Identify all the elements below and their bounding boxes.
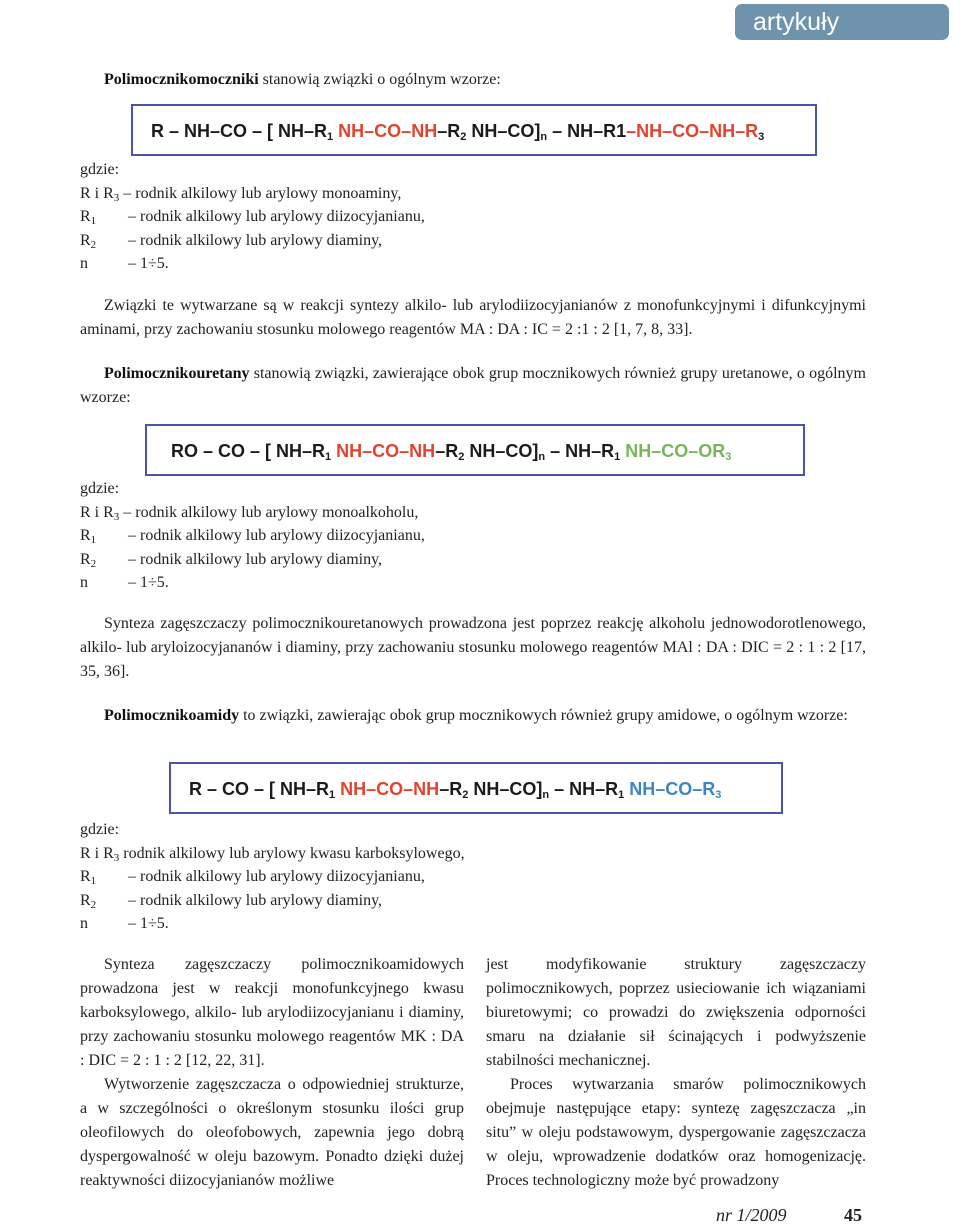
formula-urea-group: NH–CO–NH xyxy=(333,121,438,141)
intro-polyurea-urethanes xyxy=(80,362,866,410)
definition-row: $R_1$ – rodnik alkilowy lub arylowy diizocyjanianu, xyxy=(80,868,425,887)
formula-part: NH–CO] xyxy=(466,121,541,141)
intro-polyureas xyxy=(104,68,501,92)
formula-part: RO – CO – [ NH–R xyxy=(171,441,326,461)
intro-text: stanowią związki, zawierające obok grup mocznikowych również grupy uretanowe, o ogólnym wzorze: xyxy=(80,365,866,406)
formula-urea-group: NH–CO–NH xyxy=(335,779,440,799)
formula-sub: 3 xyxy=(758,131,765,143)
formula-sub: 1 xyxy=(614,451,621,463)
where-label: gdzie: xyxy=(80,161,120,178)
formula-end-group: NH–CO–R xyxy=(624,779,716,799)
formula-part: NH–CO] xyxy=(468,779,543,799)
term-bold: Polimocznikoamidy xyxy=(104,707,240,724)
term-bold: Polimocznikomoczniki xyxy=(104,71,259,88)
formula-sub: 3 xyxy=(725,451,732,463)
formula-sub: n xyxy=(542,789,550,801)
intro-text: stanowią związki o ogólnym wzorze: xyxy=(258,71,501,88)
formula-part: –R xyxy=(435,441,459,461)
formula-part: –R xyxy=(437,121,461,141)
formula-box-2 xyxy=(145,424,805,476)
definition-row: R i $R_3$ – rodnik alkilowy lub arylowy monoalkoholu, xyxy=(80,503,419,523)
formula-box-1 xyxy=(131,104,817,156)
right-column xyxy=(486,953,866,1193)
definition-list-2 xyxy=(80,477,425,595)
formula-box-3 xyxy=(169,762,783,814)
right-paragraph-1: jest modyfikowanie struktury zagęszczaczy polimocznikowych, poprzez usieciowanie ich wiązaniami biuretowymi; co prowadzi do zwiększenia odporności smaru na działanie sił ścinających i podwyższenie stabilności mechanicznej. xyxy=(486,956,866,1069)
formula-sub: 2 xyxy=(460,131,467,143)
formula-part: NH–CO] xyxy=(464,441,539,461)
formula-sub: 2 xyxy=(462,789,469,801)
formula-urea-group: NH–CO–NH xyxy=(331,441,436,461)
page-number: 45 xyxy=(844,1205,862,1225)
formula-part: – NH–R1 xyxy=(547,121,627,141)
definition-row: $R_2$ – rodnik alkilowy lub arylowy diaminy, xyxy=(80,550,383,570)
formula-sub: 1 xyxy=(329,789,336,801)
left-column xyxy=(80,953,464,1193)
section-tag: artykuły xyxy=(735,4,949,40)
definition-row: n – 1÷5. xyxy=(80,574,169,591)
paragraph-synthesis-1: Związki te wytwarzane są w reakcji syntezy alkilo- lub arylodiizocyjanianów z monofunkcyjnymi i difunkcyjnymi aminami, przy zachowaniu stosunku molowego reagentów MA : DA : IC = 2 :1 : 2 [1, 7, 8, 33]. xyxy=(80,297,866,338)
term-bold: Polimocznikouretany xyxy=(104,365,250,382)
right-paragraph-2: Proces wytwarzania smarów polimocznikowych obejmuje następujące etapy: syntezę zagęszczacza „in situ” w oleju podstawowym, dyspergowanie zagęszczacza w oleju, wprowadzenie dodatków oraz homogenizację. Proces technologiczny może być prowadzony xyxy=(486,1076,866,1189)
definition-list-3 xyxy=(80,818,465,936)
formula-sub: 2 xyxy=(458,451,465,463)
definition-row: $R_1$ – rodnik alkilowy lub arylowy diizocyjanianu, xyxy=(80,527,425,546)
definition-row: $R_2$ – rodnik alkilowy lub arylowy diaminy, xyxy=(80,231,383,251)
definition-row: R i $R_3$ rodnik alkilowy lub arylowy kwasu karboksylowego, xyxy=(80,844,465,864)
formula-sub: 1 xyxy=(325,451,332,463)
definition-row: R i $R_3$ – rodnik alkilowy lub arylowy monoaminy, xyxy=(80,184,402,204)
issue-number: nr 1/2009 xyxy=(716,1205,787,1225)
formula-sub: n xyxy=(538,451,546,463)
where-label: gdzie: xyxy=(80,480,120,497)
formula-part: – NH–R xyxy=(545,441,615,461)
definition-row: n – 1÷5. xyxy=(80,915,169,932)
definition-row: $R_1$ – rodnik alkilowy lub arylowy diizocyjanianu, xyxy=(80,208,425,227)
formula-sub: 3 xyxy=(715,789,722,801)
formula-part: – NH–R xyxy=(549,779,619,799)
formula-sub: 1 xyxy=(327,131,334,143)
definition-row: $R_2$ – rodnik alkilowy lub arylowy diaminy, xyxy=(80,891,383,911)
definition-row: n – 1÷5. xyxy=(80,255,169,272)
left-paragraph-2: Wytworzenie zagęszczacza o odpowiedniej strukturze, a w szczególności o określonym stosunku ilości grup oleofilowych do oleofobowych, zapewnia jego dobrą dyspergowalność w oleju bazowym. Ponadto dzięki dużej reaktywności diizocyjanianów możliwe xyxy=(80,1076,464,1189)
formula-end-group: –NH–CO–NH–R xyxy=(626,121,759,141)
intro-text: to związki, zawierając obok grup mocznikowych również grupy amidowe, o ogólnym wzorze: xyxy=(239,707,848,724)
formula-end-group: NH–CO–OR xyxy=(620,441,726,461)
definition-list-1 xyxy=(80,158,425,276)
left-paragraph-1: Synteza zagęszczaczy polimocznikoamidowych prowadzona jest w reakcji monofunkcyjnego kwasu karboksylowego, alkilo- lub arylodiizocyjanianu i diaminy, przy zachowaniu stosunku molowego reagentów MK : DA : DIC = 2 : 1 : 2 [12, 22, 31]. xyxy=(80,956,464,1069)
intro-polyurea-amides xyxy=(80,704,866,728)
where-label: gdzie: xyxy=(80,821,120,838)
paragraph-synthesis-2: Synteza zagęszczaczy polimocznikouretanowych prowadzona jest poprzez reakcję alkoholu jednowodorotlenowego, alkilo- lub aryloizocyjananów i diaminy, przy zachowaniu stosunku molowego reagentów MAl : DA : DIC = 2 : 1 : 2 [17, 35, 36]. xyxy=(80,615,866,680)
formula-sub: 1 xyxy=(618,789,625,801)
formula-sub: n xyxy=(540,131,548,143)
formula-part: –R xyxy=(439,779,463,799)
formula-part: R – NH–CO – [ NH–R xyxy=(151,121,328,141)
formula-part: R – CO – [ NH–R xyxy=(189,779,330,799)
